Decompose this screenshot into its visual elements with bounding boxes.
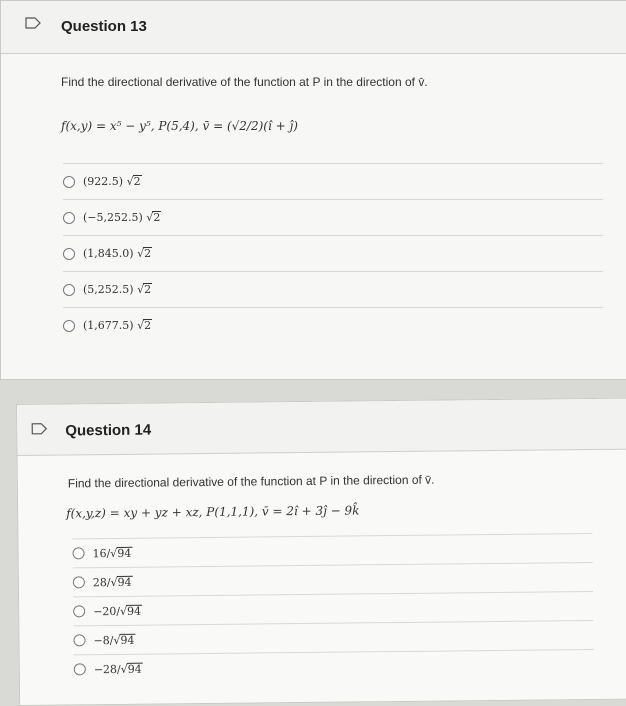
answer-option[interactable] [63,200,603,236]
question-prompt: Find the directional derivative of the function at P in the direction of v̄. [67,472,435,491]
radio-button-icon[interactable] [63,248,75,260]
answer-options [72,533,593,683]
option-label: (1,677.5) √2 [83,319,152,332]
option-label: 16/√94 [92,546,132,560]
radio-button-icon[interactable] [74,663,86,675]
option-label: 28/√94 [92,575,132,589]
option-label: (1,845.0) √2 [83,247,152,260]
radio-button-icon[interactable] [73,576,85,588]
option-label: (922.5) √2 [83,175,141,188]
option-label: −20/√94 [93,604,142,618]
answer-option[interactable] [63,236,603,272]
flag-outline-icon[interactable] [25,17,41,29]
question-prompt: Find the directional derivative of the function at P in the direction of v̄. [61,75,428,89]
option-label: (5,252.5) √2 [83,283,152,296]
question-14-header [17,399,626,456]
answer-option[interactable] [74,650,594,683]
radio-button-icon[interactable] [63,212,75,224]
option-label: −28/√94 [93,662,142,676]
answer-option[interactable] [63,164,603,200]
answer-option[interactable] [63,272,603,308]
radio-button-icon[interactable] [73,547,85,559]
radio-button-icon[interactable] [63,284,75,296]
question-title: Question 13 [61,18,147,35]
answer-option[interactable] [63,308,603,343]
question-formula: f(x,y,z) = xy + yz + xz, P(1,1,1), v̄ = 2î + 3ĵ − 9k̂ [66,503,360,521]
question-14-card [16,398,626,706]
flag-outline-icon[interactable] [31,423,47,435]
question-formula: f(x,y) = x⁵ − y⁵, P(5,4), v̄ = (√2/2)(î + ĵ) [61,119,298,133]
option-label: (−5,252.5) √2 [83,211,161,224]
radio-button-icon[interactable] [63,176,75,188]
option-label: −8/√94 [93,633,135,647]
question-13-header [1,1,626,54]
radio-button-icon[interactable] [73,605,85,617]
answer-options [63,163,603,343]
radio-button-icon[interactable] [63,320,75,332]
question-title: Question 14 [65,421,152,440]
radio-button-icon[interactable] [73,634,85,646]
